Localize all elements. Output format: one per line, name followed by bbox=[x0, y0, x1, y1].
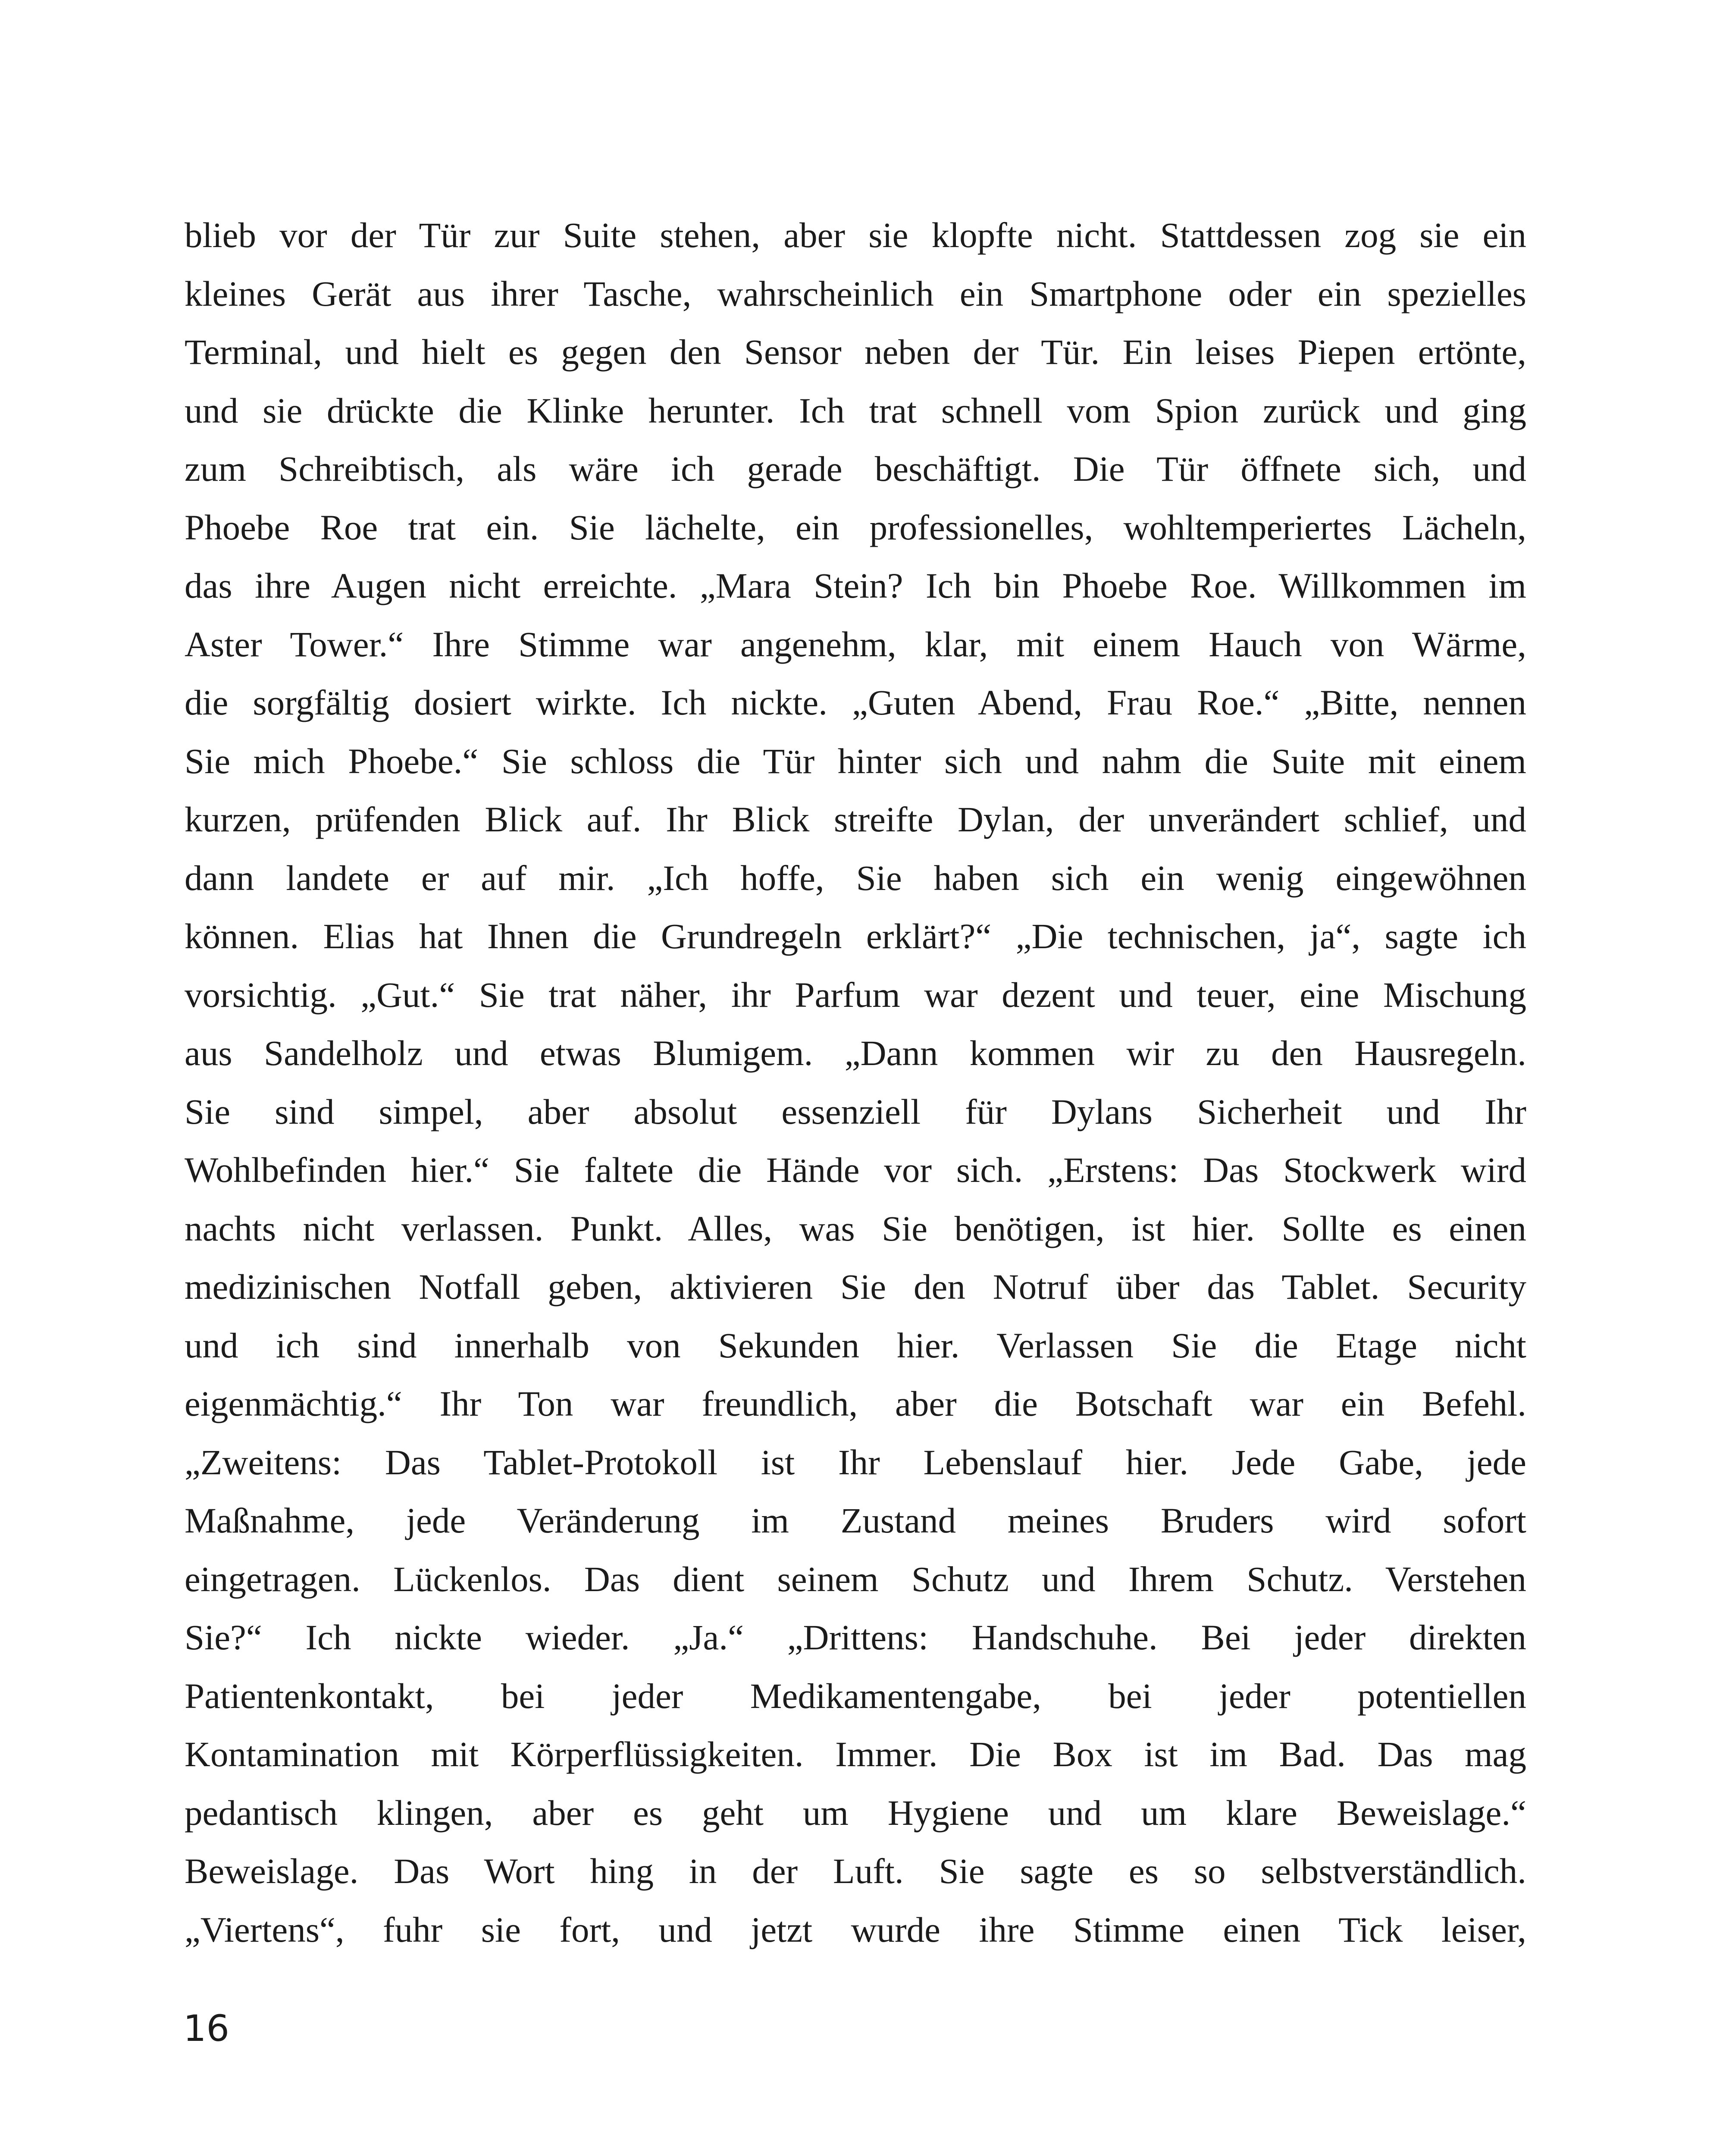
text-line: Sie mich Phoebe.“ Sie schloss die Tür hinter sich und nahm die Suite mit einem bbox=[185, 741, 1526, 781]
text-line: und sie drückte die Klinke herunter. Ich trat schnell vom Spion zurück und ging bbox=[185, 390, 1526, 430]
text-line: Kontamination mit Körperflüssigkeiten. Immer. Die Box ist im Bad. Das mag bbox=[185, 1734, 1526, 1774]
text-line: nachts nicht verlassen. Punkt. Alles, was Sie benötigen, ist hier. Sollte es einen bbox=[185, 1208, 1526, 1248]
text-line: Terminal, und hielt es gegen den Sensor neben der Tür. Ein leises Piepen ertönte, bbox=[185, 332, 1526, 372]
text-line: Wohlbefinden hier.“ Sie faltete die Hände vor sich. „Erstens: Das Stockwerk wird bbox=[185, 1150, 1526, 1190]
text-line: vorsichtig. „Gut.“ Sie trat näher, ihr Parfum war dezent und teuer, eine Mischung bbox=[185, 975, 1526, 1015]
text-line: Sie sind simpel, aber absolut essenziell für Dylans Sicherheit und Ihr bbox=[185, 1091, 1526, 1131]
text-line: Sie?“ Ich nickte wieder. „Ja.“ „Drittens: Handschuhe. Bei jeder direkten bbox=[185, 1617, 1526, 1657]
text-line: und ich sind innerhalb von Sekunden hier. Verlassen Sie die Etage nicht bbox=[185, 1325, 1526, 1365]
text-line: eingetragen. Lückenlos. Das dient seinem Schutz und Ihrem Schutz. Verstehen bbox=[185, 1559, 1526, 1599]
text-line: das ihre Augen nicht erreichte. „Mara Stein? Ich bin Phoebe Roe. Willkommen im bbox=[185, 566, 1526, 605]
text-line: kleines Gerät aus ihrer Tasche, wahrscheinlich ein Smartphone oder ein spezielles bbox=[185, 273, 1526, 313]
text-line: aus Sandelholz und etwas Blumigem. „Dann kommen wir zu den Hausregeln. bbox=[185, 1033, 1526, 1073]
text-line: Maßnahme, jede Veränderung im Zustand meines Bruders wird sofort bbox=[185, 1501, 1526, 1540]
text-line: können. Elias hat Ihnen die Grundregeln erklärt?“ „Die technischen, ja“, sagte ich bbox=[185, 916, 1526, 956]
page-number: 16 bbox=[183, 2007, 229, 2049]
text-line: zum Schreibtisch, als wäre ich gerade beschäftigt. Die Tür öffnete sich, und bbox=[185, 449, 1526, 489]
text-line: blieb vor der Tür zur Suite stehen, aber sie klopfte nicht. Stattdessen zog sie ein bbox=[185, 215, 1526, 255]
text-line: Phoebe Roe trat ein. Sie lächelte, ein professionelles, wohltemperiertes Lächeln, bbox=[185, 507, 1526, 547]
text-line: dann landete er auf mir. „Ich hoffe, Sie haben sich ein wenig eingewöhnen bbox=[185, 858, 1526, 898]
text-line: Beweislage. Das Wort hing in der Luft. Sie sagte es so selbstverständlich. bbox=[185, 1851, 1526, 1891]
text-line: kurzen, prüfenden Blick auf. Ihr Blick streifte Dylan, der unverändert schlief, und bbox=[185, 799, 1526, 839]
text-line: eigenmächtig.“ Ihr Ton war freundlich, aber die Botschaft war ein Befehl. bbox=[185, 1384, 1526, 1423]
text-line: „Zweitens: Das Tablet-Protokoll ist Ihr Lebenslauf hier. Jede Gabe, jede bbox=[185, 1442, 1526, 1482]
text-line: medizinischen Notfall geben, aktivieren Sie den Notruf über das Tablet. Security bbox=[185, 1267, 1526, 1307]
text-line: „Viertens“, fuhr sie fort, und jetzt wurde ihre Stimme einen Tick leiser, bbox=[185, 1909, 1526, 1949]
text-line: pedantisch klingen, aber es geht um Hygiene und um klare Beweislage.“ bbox=[185, 1792, 1526, 1833]
text-line: Patientenkontakt, bei jeder Medikamentengabe, bei jeder potentiellen bbox=[185, 1676, 1526, 1716]
text-line: Aster Tower.“ Ihre Stimme war angenehm, klar, mit einem Hauch von Wärme, bbox=[185, 624, 1526, 664]
text-line: die sorgfältig dosiert wirkte. Ich nickte. „Guten Abend, Frau Roe.“ „Bitte, nennen bbox=[185, 683, 1526, 722]
body-text bbox=[185, 206, 1526, 1959]
